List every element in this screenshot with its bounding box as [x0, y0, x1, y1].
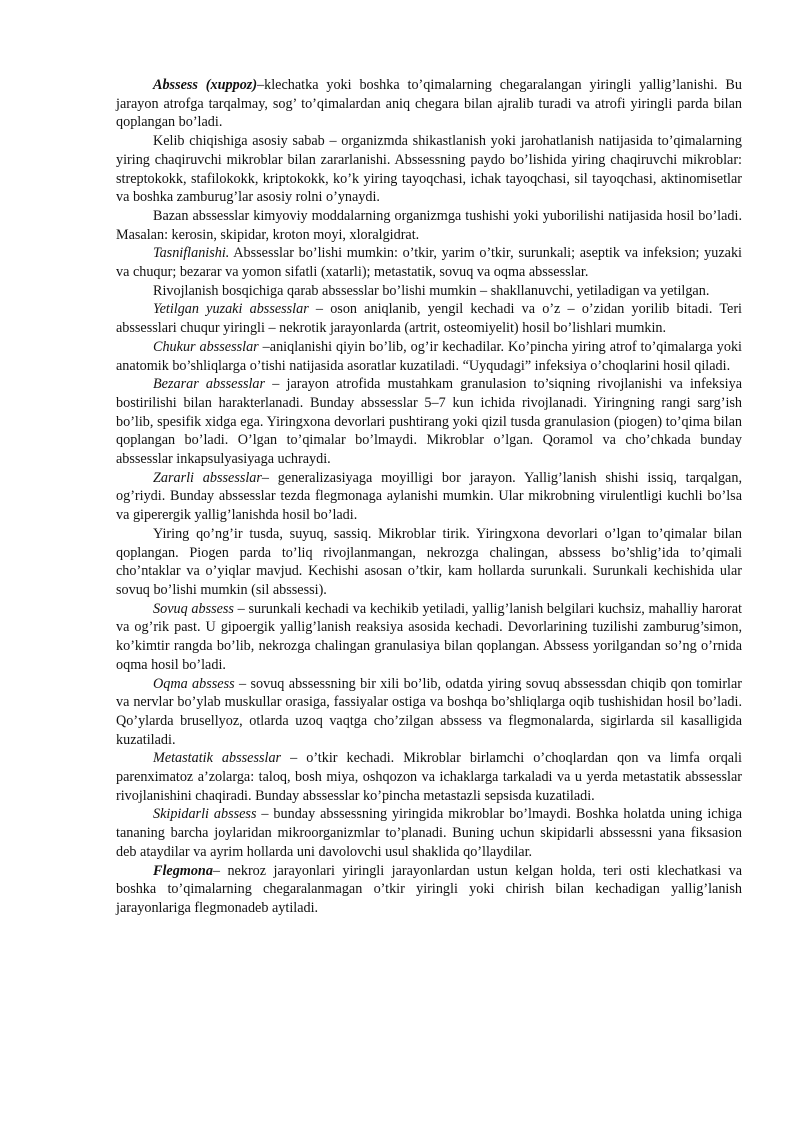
term-metastatic: Metastatik abssesslar	[153, 750, 282, 767]
paragraph-text: – oson aniqlanib, yengil kechadi va o’z – o’zidan yorilib bitadi. Teri abssesslari chuqur yiringli – nekrotik jarayonlarda (artrit, osteomiyelit) hosil bo’lishlari mumkin.	[116, 301, 742, 337]
paragraph-causes	[116, 132, 742, 207]
term-abssess: Abssess (xuppoz)	[153, 77, 258, 93]
paragraph-malignant	[116, 469, 742, 525]
paragraph-text: – sovuq abssessning bir xili bo’lib, odatda yiring sovuq abssessdan chiqib qon tomirlar va nervlar bo’ylab muskullar orasiga, fassiyalar ostiga va boshqa bo’shliqlarga oqib tushishidan hosil bo’ladi. Qo’ylarda brusellyoz, otlarda uzoq vaqtga cho’zilgan abssess va flegmonalarda, sigirlarda sil kasalligida kuzatiladi.	[116, 675, 743, 748]
paragraph-text: – o’tkir kechadi. Mikroblar birlamchi o’choqlardan qon va limfa orqali parenximatoz a’zolarga: taloq, bosh miya, oshqozon va ichaklarga tarkaladi va u yerda metastatik abssesslar rivojlanishini chaqiradi. Bunday abssesslar ko’pincha metastazli sepsisda kuzatiladi.	[116, 750, 742, 804]
paragraph-text: –klechatka yoki boshka to’qimalarning chegaralangan yiringli yallig’lanishi. Bu jarayon atrofga tarqalmay, sog’ to’qimalardan aniq chegara bilan ajralib turadi va atrofi yiringli parda bilan qoplangan bo’ladi.	[116, 77, 742, 131]
term-classification: Tasniflanishi.	[153, 245, 230, 262]
term-deep: Chukur abssesslar	[153, 338, 259, 355]
paragraph-metastatic	[116, 749, 742, 805]
paragraph-text: Rivojlanish bosqichiga qarab abssesslar bo’lishi mumkin – shakllanuvchi, yetiladigan va yetilgan.	[153, 282, 710, 299]
paragraph-text: – jarayon atrofida mustahkam granulasion to’siqning rivojlanishi va infeksiya bostirilishi bilan harakterlanadi. Bunday abssesslar 5–7 kun ichida rivojlanadi. Yiringning rangi sarg’ish bo’lib, spesifik xidga ega. Yiringxona devorlari pushtirang yoki qizil tusda granulasion (piogen) to’qima bilan qoplangan bo’ladi. O’lgan to’qimalar bo’lmaydi. Mikroblar o’lgan. Qoramol va cho’chkada bunday abssesslar inkapsulyasiyaga uchraydi.	[116, 376, 742, 468]
paragraph-turpentine	[116, 805, 742, 861]
paragraph-text: – nekroz jarayonlari yiringli jarayonlardan ustun kelgan holda, teri osti klechatkasi va boshka to’qimalarning chegaralanmagan o’tkir yiringli yoki chirish bilan kechadigan yallig’lanish jarayonlariga flegmonadeb aytiladi.	[116, 862, 742, 916]
paragraph-text: – generalizasiyaga moyilligi bor jarayon. Yallig’lanish shishi issiq, tarqalgan, og’riydi. Bunday abssesslar tezda flegmonaga aylanishi mumkin. Ular mikrobning virulentligi kuchli bo’lsa va giperergik yallig’lanishda hosil bo’ladi.	[116, 469, 742, 524]
paragraph-benign	[116, 375, 742, 469]
paragraph-deep	[116, 338, 742, 375]
paragraph-fistula	[116, 675, 742, 750]
term-cold: Sovuq abssess	[153, 600, 234, 617]
paragraph-text: Bazan abssesslar kimyoviy moddalarning organizmga tushishi yoki yuborilishi natijasida hosil bo’ladi. Masalan: kerosin, skipidar, kroton moyi, xloralgidrat.	[116, 207, 742, 243]
paragraph-text: –aniqlanishi qiyin bo’lib, og’ir kechadilar. Ko’pincha yiring atrof to’qimalarga yoki anatomik bo’shliqlarga o’tishi natijasida asoratlar kuzatiladi. “Uyqudagi” infeksiya o’choqlarini hosil qiladi.	[116, 338, 742, 374]
term-turpentine: Skipidarli abssess	[153, 806, 257, 823]
term-fistula: Oqma abssess	[153, 675, 235, 692]
paragraph-chemical-causes	[116, 207, 742, 244]
term-mature-superficial: Yetilgan yuzaki abssesslar	[153, 301, 309, 318]
paragraph-phlegmon	[116, 862, 742, 918]
paragraph-pus	[116, 525, 742, 600]
paragraph-text: – bunday abssessning yiringida mikroblar bo’lmaydi. Boshka holatda uning ichiga tananing barcha joylaridan mikroorganizmlar to’planadi. Buning uchun skipidarli abssessni yana fiksasion deb ataydilar va ayrim hollarda uni davolovchi usul shaklida qo’llaydilar.	[116, 806, 742, 860]
paragraph-classification	[116, 244, 742, 281]
term-phlegmon: Flegmona	[153, 862, 213, 879]
paragraph-mature-superficial	[116, 300, 742, 337]
term-benign: Bezarar abssesslar	[153, 376, 266, 393]
paragraph-abssess-definition	[116, 76, 742, 132]
document-page	[116, 76, 742, 918]
paragraph-text: Yiring qo’ng’ir tusda, suyuq, sassiq. Mikroblar tirik. Yiringxona devorlari o’lgan to’qimalar bilan qoplangan. Piogen parda to’liq rivojlanmangan, nekrozga chalingan, abssess bo’shlig’ida to’qimali cho’ntaklar va o’yiqlar mavjud. Kechishi asosan o’tkir, kam hollarda surunkali. Surunkali kechishida ular sovuq bo’lishi mumkin (sil abssessi).	[116, 525, 742, 598]
paragraph-text: Abssesslar bo’lishi mumkin: o’tkir, yarim o’tkir, surunkali; aseptik va infeksion; yuzaki va chuqur; bezarar va yomon sifatli (xatarli); metastatik, sovuq va oqma abssesslar.	[116, 245, 742, 281]
paragraph-text: Kelib chiqishiga asosiy sabab – organizmda shikastlanish yoki jarohatlanish natijasida to’qimalarning yiring chaqiruvchi mikroblar bilan zararlanishi. Abssessning paydo bo’lishida yiring chaqiruvchi mikroblar: streptokokk, stafilokokk, kriptokokk, ko’k yiring tayoqchasi, ichak tayoqchasi, sil tayoqchasi, aktinomisetlar va boshka zamburug’lar asosiy rolni o’ynaydi.	[116, 133, 742, 206]
paragraph-text: – surunkali kechadi va kechikib yetiladi, yallig’lanish belgilari kuchsiz, mahalliy harorat va og’rik past. U gipoergik yallig’lanish reaksiya asosida kechadi. Devorlarining tuzilishi zamburug’simon, ko’kimtir rangda bo’lib, nekrozga chalingan granulasiya bilan qoplangan. Abssess yorilgandan so’ng o’rnida oqma hosil bo’ladi.	[116, 600, 742, 673]
paragraph-cold	[116, 600, 742, 675]
paragraph-development-stages	[116, 282, 742, 301]
term-malignant: Zararli abssesslar	[153, 469, 262, 486]
